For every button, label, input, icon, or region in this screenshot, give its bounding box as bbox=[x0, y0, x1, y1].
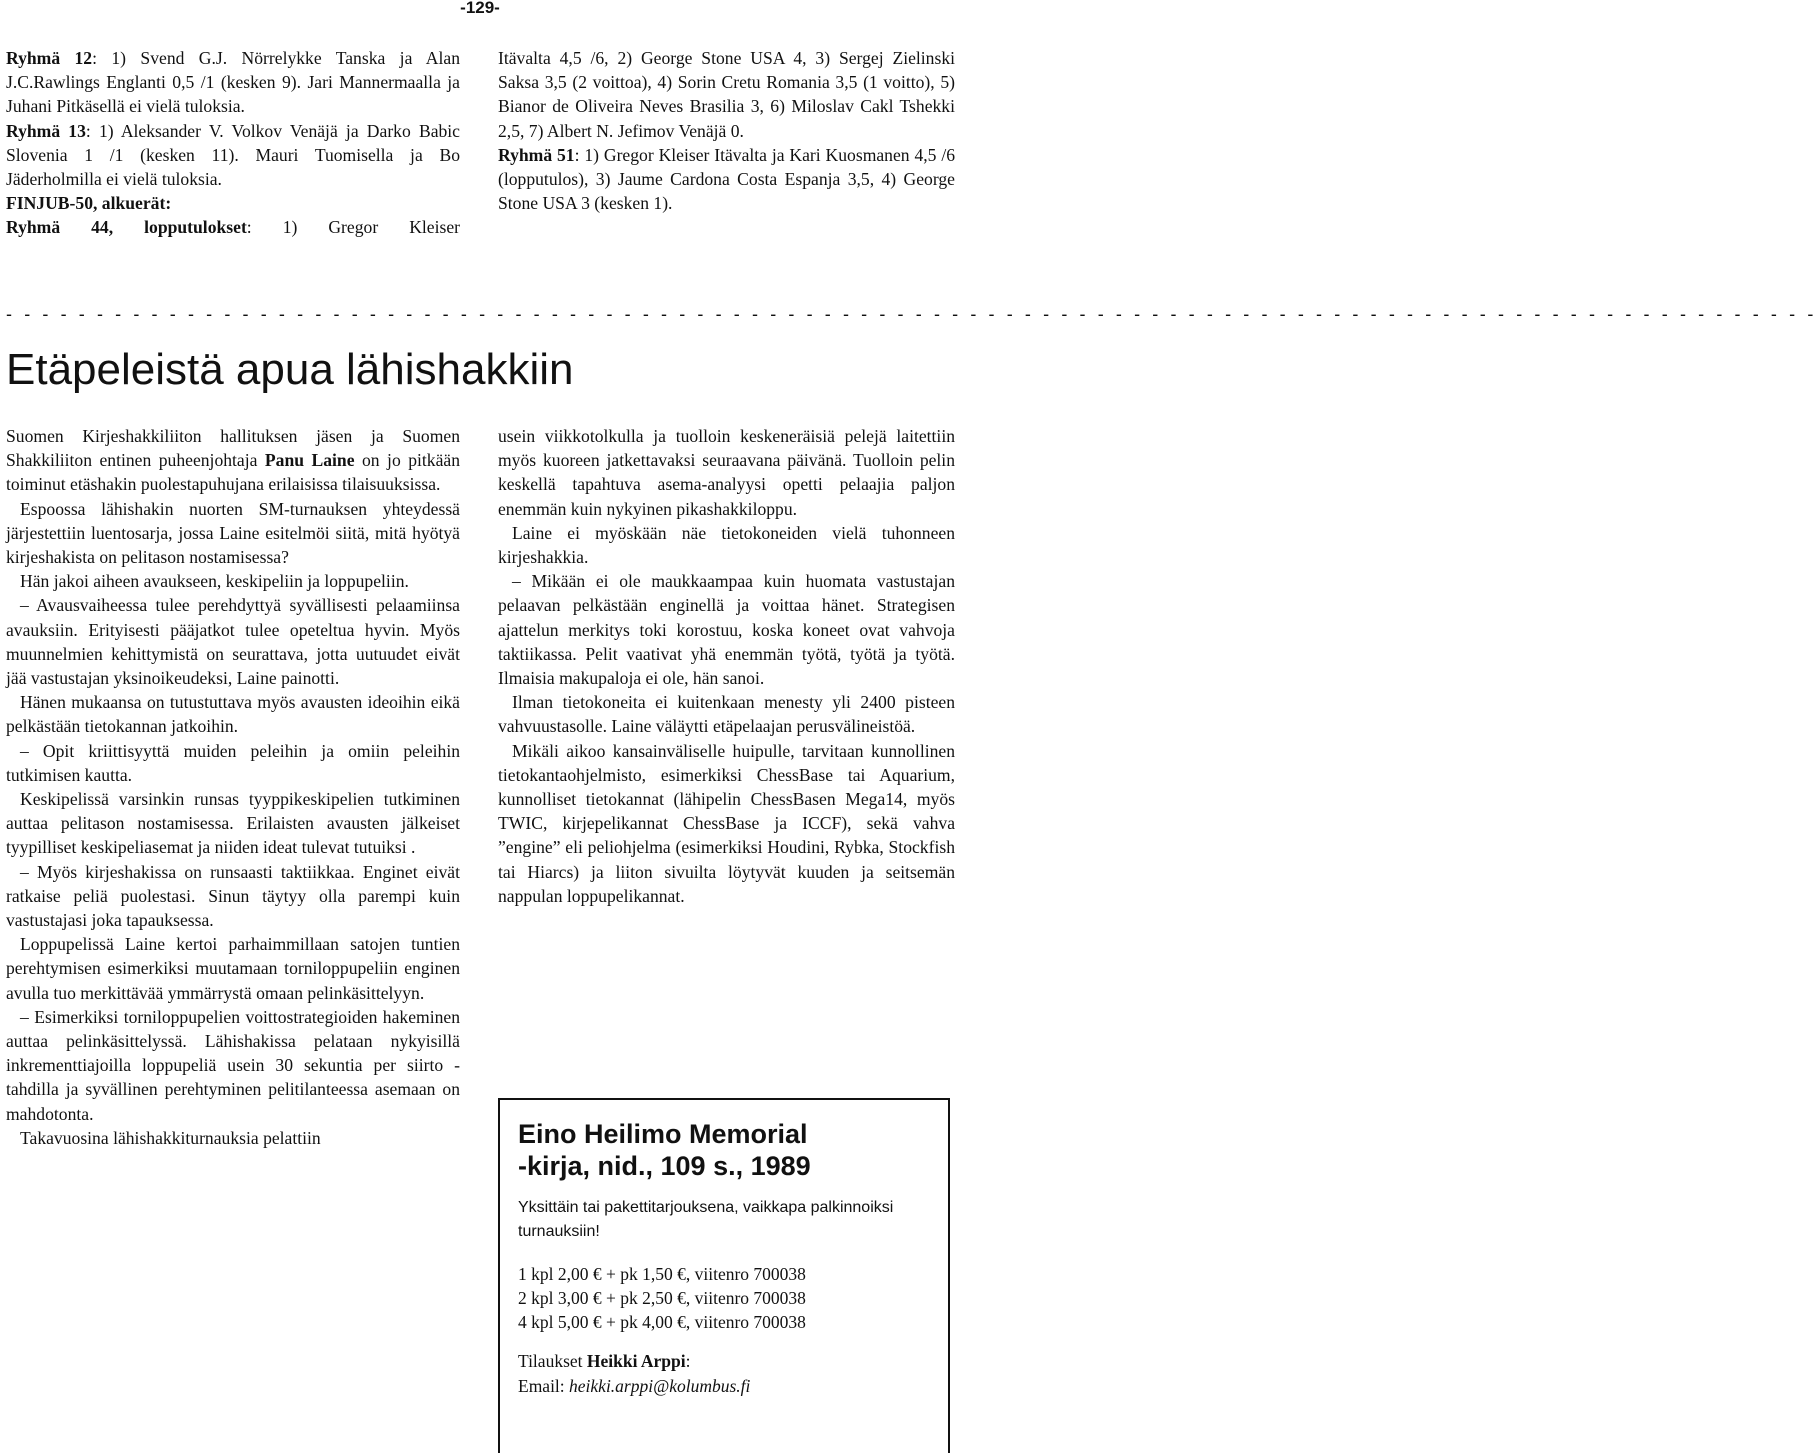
price-line: 4 kpl 5,00 € + pk 4,00 €, viitenro 700038 bbox=[518, 1312, 806, 1333]
order-contact: Tilaukset Heikki Arppi: bbox=[518, 1350, 691, 1371]
article-paragraph: Takavuosina lähishakkiturnauksia pelattiin bbox=[20, 1127, 321, 1148]
article-paragraph: Hän jakoi aiheen avaukseen, keskipeliin ja loppupeliin. bbox=[20, 571, 409, 592]
group-text: : 1) Aleksander V. Volkov Venäjä ja Darko Babic Slovenia 1 /1 (kesken 11). Mauri Tuomisella ja Bo Jäderholmilla ei vielä tuloksia. bbox=[6, 120, 460, 190]
article-paragraph: – Opit kriittisyyttä muiden peleihin ja omiin peleihin tutkimisen kautta. bbox=[6, 740, 460, 785]
email-line: Email: heikki.arppi@kolumbus.fi bbox=[518, 1375, 751, 1396]
article-paragraph: usein viikkotolkulla ja tuolloin keskeneräisiä pelejä laitettiin myös kuoreen jatkettavaksi seuraavana päivänä. Tuolloin pelin keskellä tapahtuva asema-analyysi opetti pelaajia paljon enemmän kuin nykyinen pikashakkiloppu. bbox=[498, 426, 955, 519]
ad-description: Yksittäin tai pakettitarjouksena, vaikkapa palkinnoiksi turnauksiin! bbox=[518, 1199, 894, 1240]
ad-contact bbox=[518, 1349, 932, 1399]
book-advertisement bbox=[498, 1098, 950, 1453]
person-name: Panu Laine bbox=[264, 450, 355, 471]
group-label: Ryhmä 13 bbox=[6, 120, 86, 141]
contact-name: Heikki Arppi bbox=[586, 1350, 686, 1371]
article-paragraph: Ilman tietokoneita ei kuitenkaan menesty yli 2400 pisteen vahvuustasolle. Laine väläytti etäpelaajan perusvälineistöä. bbox=[498, 692, 955, 737]
results-column-right bbox=[498, 46, 955, 215]
article-paragraph: Mikäli aikoo kansainväliselle huipulle, tarvitaan kunnollinen tietokantaohjelmisto, esimerkiksi ChessBase tai Aquarium, kunnolliset tietokannat (lähipelin ChessBasen Mega14, myös TWIC, kirjepelikannat ChessBase ja ICCF), sekä vahva ”engine” eli peliohjelma (esimerkiksi Houdini, Rybka, Stockfish tai Hiarcs) ja liiton sivuilta löytyvät kuuden ja seitsemän nappulan loppupelikannat. bbox=[498, 740, 955, 906]
group-text-start: : 1) Gregor Kleiser bbox=[246, 217, 460, 238]
result-group-13 bbox=[6, 119, 460, 192]
group-label: Ryhmä 44, lopputulokset bbox=[6, 217, 247, 238]
article-headline: Etäpeleistä apua lähishakkiin bbox=[6, 345, 574, 394]
article-paragraph: Espoossa lähishakin nuorten SM-turnauksen yhteydessä järjestettiin luentosarja, jossa Laine esitelmöi siitä, mitä hyötyä kirjeshakista on pelitason nostamisessa? bbox=[6, 498, 460, 568]
finjub-heading: FINJUB-50, alkuerät: bbox=[6, 193, 172, 214]
article-paragraph: – Myös kirjeshakissa on runsaasti taktiikkaa. Enginet eivät ratkaise peliä puolestasi. Sinun täytyy olla parempi kuin vastustajasi joka tapauksessa. bbox=[6, 861, 460, 931]
article-paragraph: Loppupelissä Laine kertoi parhaimmillaan satojen tuntien perehtymisen esimerkiksi muutamaan torniloppupeliin enginen avulla tuo merkittävää ymmärrystä omaan pelinkäsittelyyn. bbox=[6, 934, 460, 1003]
results-column-left bbox=[6, 46, 460, 240]
page-number: -129- bbox=[460, 0, 500, 17]
article-paragraph: – Mikään ei ole maukkaampaa kuin huomata vastustajan pelaavan pelkästään enginellä ja voittaa hänet. Strategisen ajattelun merkitys toki korostuu, koska koneet ovat vahvoja taktiikassa. Pelit vaativat yhä enemmän työtä, työtä ja työtä. Ilmaisia makupaloja ei ole, hän sanoi. bbox=[498, 571, 955, 689]
group-text: : 1) Gregor Kleiser Itävalta ja Kari Kuosmanen 4,5 /6 (lopputulos), 3) Jaume Cardona Costa Espanja 3,5, 4) George Stone USA 3 (kesken 1). bbox=[498, 144, 955, 214]
article-column-right bbox=[498, 424, 955, 908]
ad-price-list bbox=[518, 1262, 932, 1335]
dashed-divider: - - - - - - - - - - - - - - - - - - - - - - - - - - - - - - - - - - - - - - - - - - - - - - - - - - - - - - - - - - - - - - - - - - - - - - - - - - - - - - - - - - - - - - - - - - - - - - - - - - - - bbox=[6, 304, 1817, 324]
group-label: Ryhmä 12 bbox=[6, 48, 93, 68]
result-group-44-continued: Itävalta 4,5 /6, 2) George Stone USA 4, 3) Sergej Zielinski Saksa 3,5 (2 voittoa), 4) Sorin Cretu Romania 3,5 (1 voitto), 5) Bianor de Oliveira Neves Brasilia 3, 6) Miloslav Cakl Tshekki 2,5, 7) Albert N. Jefimov Venäjä 0. bbox=[498, 48, 955, 141]
article-paragraph: Laine ei myöskään näe tietokoneiden vielä tuhonneen kirjeshakkia. bbox=[498, 522, 955, 568]
result-group-44 bbox=[6, 215, 460, 239]
email-link[interactable]: heikki.arppi@kolumbus.fi bbox=[569, 1375, 751, 1396]
article-column-left bbox=[6, 424, 460, 1150]
group-label: Ryhmä 51 bbox=[498, 144, 575, 165]
group-text: : 1) Svend G.J. Nörrelykke Tanska ja Alan J.C.Rawlings Englanti 0,5 /1 (kesken 9). Jari Mannermaalla ja Juhani Pitkäsellä ei vielä tuloksia. bbox=[6, 48, 460, 117]
price-line: 1 kpl 2,00 € + pk 1,50 €, viitenro 700038 bbox=[518, 1264, 806, 1284]
price-line: 2 kpl 3,00 € + pk 2,50 €, viitenro 700038 bbox=[518, 1288, 806, 1309]
article-paragraph: Keskipelissä varsinkin runsas tyyppikeskipelien tutkiminen auttaa pelitason nostamisessa. Erilaisten avausten jälkeiset tyypilliset keskipeliasemat ja niiden ideat tulevat tutuiksi . bbox=[6, 789, 460, 858]
result-group-51 bbox=[498, 143, 955, 216]
result-group-12 bbox=[6, 46, 460, 119]
article-intro: Suomen Kirjeshakkiliiton hallituksen jäsen ja Suomen Shakkiliiton entinen puheenjohtaja Panu Laine on jo pitkään toiminut etäshakin puolestapuhujana erilaisissa tilaisuuksissa. bbox=[6, 426, 460, 495]
article-paragraph: – Esimerkiksi torniloppupelien voittostrategioiden hakeminen auttaa pelinkäsittelyssä. Lähishakissa pelataan nykyisillä inkrementtiajoilla loppupeliä usein 30 sekuntia per siirto -tahdilla ja syvällinen perehtyminen pelitilanteessa asemaan on mahdotonta. bbox=[6, 1006, 460, 1124]
ad-title: Eino Heilimo Memorial -kirja, nid., 109 s., 1989 bbox=[518, 1119, 811, 1181]
article-paragraph: Hänen mukaansa on tutustuttava myös avausten ideoihin eikä pelkästään tietokannan jatkoihin. bbox=[6, 692, 460, 737]
article-paragraph: – Avausvaiheessa tulee perehdyttyä syvällisesti pelaamiinsa avauksiin. Erityisesti pääjatkot tulee opeteltua hyvin. Myös muunnelmien kehittymistä on seurattava, jotta uutuudet eivät jää vastustajan yksinoikeudeksi, Laine painotti. bbox=[6, 595, 460, 689]
